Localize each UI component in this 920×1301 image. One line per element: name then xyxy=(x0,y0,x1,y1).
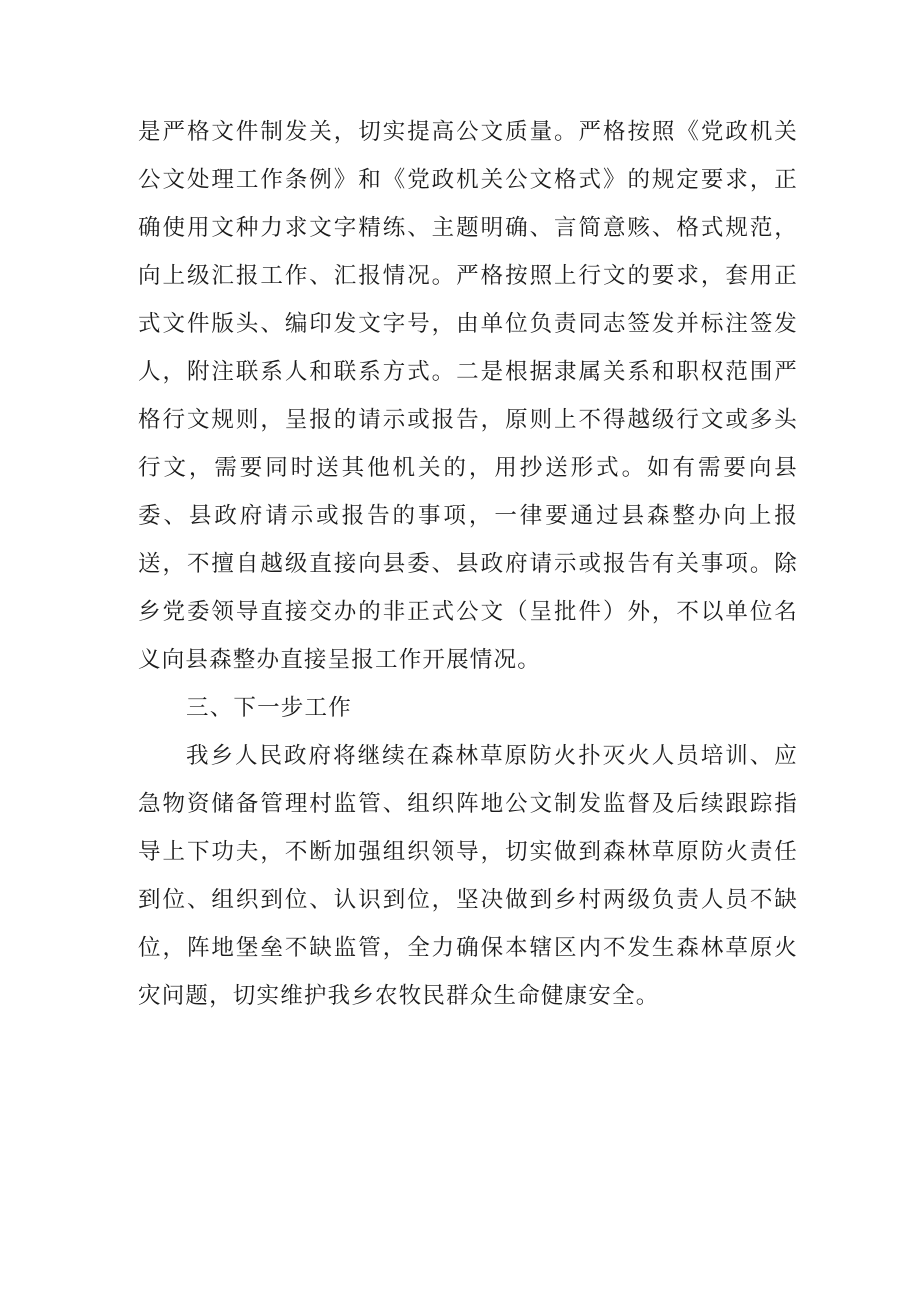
section-heading-next-steps: 三、下一步工作 xyxy=(186,695,352,721)
paragraph-next-steps: 我乡人民政府将继续在森林草原防火扑灭火人员培训、应急物资储备管理村监管、组织阵地公文制发监督及后续跟踪指导上下功夫，不断加强组织领导，切实做到森林草原防火责任到位、组织到位、认识到位，坚决做到乡村两级负责人员不缺位，阵地堡垒不缺监管，全力确保本辖区内不发生森林草原火灾问题，切实维护我乡农牧民群众生命健康安全。 xyxy=(138,743,798,1009)
document-page xyxy=(138,108,798,1020)
paragraph-continued: 是严格文件制发关，切实提高公文质量。严格按照《党政机关公文处理工作条例》和《党政机关公文格式》的规定要求，正确使用文种力求文字精练、主题明确、言简意赅、格式规范，向上级汇报工作、汇报情况。严格按照上行文的要求，套用正式文件版头、编印发文字号，由单位负责同志签发并标注签发人，附注联系人和联系方式。二是根据隶属关系和职权范围严格行文规则，呈报的请示或报告，原则上不得越级行文或多头行文，需要同时送其他机关的，用抄送形式。如有需要向县委、县政府请示或报告的事项，一律要通过县森整办向上报送，不擅自越级直接向县委、县政府请示或报告有关事项。除乡党委领导直接交办的非正式公文（呈批件）外，不以单位名义向县森整办直接呈报工作开展情况。 xyxy=(138,119,798,673)
